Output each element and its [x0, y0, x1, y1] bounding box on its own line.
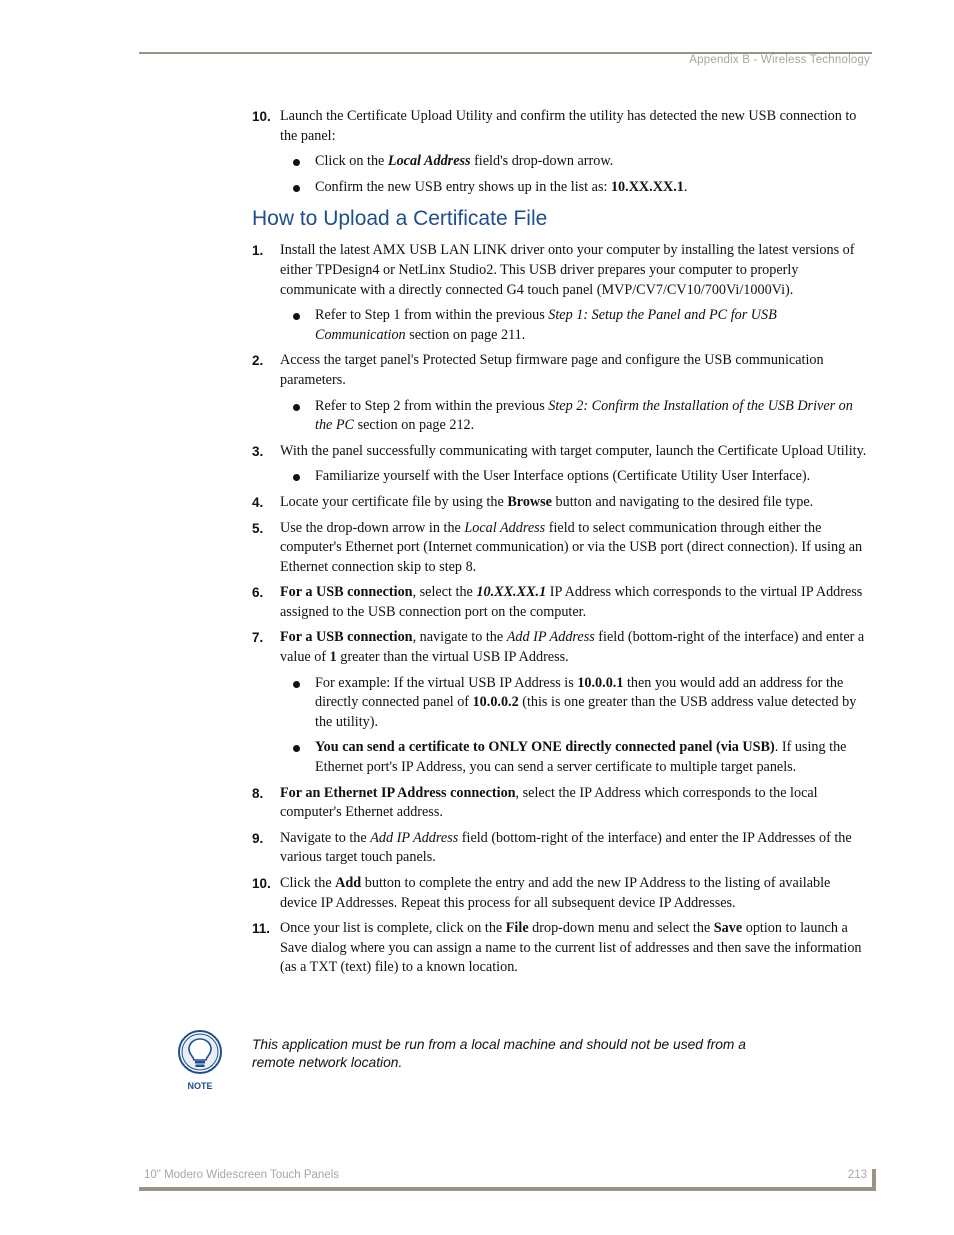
- bullet-item: Confirm the new USB entry shows up in the list as: 10.XX.XX.1.: [280, 178, 868, 198]
- bullet-dot: [293, 185, 300, 192]
- page-content: [252, 107, 868, 984]
- step-1: [252, 241, 868, 345]
- section-title: How to Upload a Certificate File: [252, 207, 548, 231]
- step-text: Launch the Certificate Upload Utility and confirm the utility has detected the new USB connection to the panel:: [280, 108, 857, 144]
- step-number: 2.: [252, 353, 264, 369]
- bullet-item: Refer to Step 2 from within the previous Step 2: Confirm the Installation of the USB Driver on the PC section on page 212.: [280, 397, 868, 436]
- step-number: 6.: [252, 585, 264, 601]
- bullet-item: Refer to Step 1 from within the previous Step 1: Setup the Panel and PC for USB Communication section on page 211.: [280, 306, 868, 345]
- bullet-list: [280, 152, 868, 197]
- step-text: Install the latest AMX USB LAN LINK driver onto your computer by installing the latest versions of either TPDesign4 or NetLinx Studio2. This USB driver prepares your computer to properly communicate with a directly connected G4 touch panel (MVP/CV7/CV10/700Vi/1000Vi).: [280, 242, 855, 298]
- intro-step: [252, 107, 868, 197]
- step-11: 11. Once your list is complete, click on the File drop-down menu and select the Save option to launch a Save dialog where you can assign a name to the current list of addresses and then save the information (as a TXT (text) file) to a known location.: [252, 920, 862, 976]
- lightbulb-note-icon: [176, 1030, 224, 1092]
- step-number: 5.: [252, 520, 264, 536]
- step-number: 7.: [252, 630, 264, 646]
- cross-reference[interactable]: Step 1: Setup the Panel and PC for USB Communication: [315, 307, 777, 343]
- bullet-list: [280, 306, 868, 345]
- step-number: 4.: [252, 494, 264, 510]
- step-5: 5. Use the drop-down arrow in the Local Address field to select communication through either the computer's Ethernet port (Internet communication) or via the USB port (direct connection). If using an Ethernet connection skip to step 8.: [252, 519, 863, 575]
- bullet-item: You can send a certificate to ONLY ONE directly connected panel (via USB). If using the Ethernet port's IP Address, you can send a server certificate to multiple target panels.: [280, 738, 868, 777]
- step-3: [252, 442, 868, 487]
- bullet-dot: [293, 159, 300, 166]
- step-6: 6. For a USB connection, select the 10.XX.XX.1 IP Address which corresponds to the virtual IP Address assigned to the USB connection port on the computer.: [252, 584, 863, 620]
- bullet-list: [280, 674, 868, 778]
- step-9: 9. Navigate to the Add IP Address field (bottom-right of the interface) and enter the IP Addresses of the various target touch panels.: [252, 829, 852, 866]
- bullet-dot: [293, 313, 300, 320]
- step-number: 9.: [252, 830, 264, 846]
- note-callout: [176, 1030, 776, 1094]
- bullet-item: Click on the Local Address field's drop-down arrow.: [280, 152, 868, 172]
- step-number: 8.: [252, 785, 264, 801]
- page-number: 213: [847, 1169, 867, 1181]
- step-2: [252, 351, 868, 435]
- step-number: 11.: [252, 921, 271, 937]
- step-text: Access the target panel's Protected Setup firmware page and configure the USB communication parameters.: [280, 352, 824, 388]
- bullet-dot: [293, 404, 300, 411]
- bullet-dot: [293, 745, 300, 752]
- footer-title: 10" Modero Widescreen Touch Panels: [144, 1169, 340, 1181]
- bullet-dot: [293, 681, 300, 688]
- bullet-list: [280, 397, 868, 436]
- step-number: 3.: [252, 443, 264, 459]
- bullet-item: Familiarize yourself with the User Interface options (Certificate Utility User Interface).: [280, 467, 868, 487]
- step-10: 10. Click the Add button to complete the entry and add the new IP Address to the listing of available device IP Addresses. Repeat this process for all subsequent device IP Addresses.: [252, 875, 831, 911]
- step-8: 8. For an Ethernet IP Address connection, select the IP Address which corresponds to the local computer's Ethernet address.: [252, 784, 818, 821]
- note-icon-label: NOTE: [187, 1081, 213, 1091]
- step-number: 10.: [252, 876, 271, 891]
- step-4: 4. Locate your certificate file by using the Browse button and navigating to the desired file type.: [252, 493, 868, 513]
- bullet-list: [280, 467, 868, 487]
- running-header: Appendix B - Wireless Technology: [689, 54, 870, 66]
- bullet-dot: [293, 474, 300, 481]
- step-number: 1.: [252, 243, 264, 259]
- note-text: This application must be run from a local machine and should not be used from a remote network location.: [252, 1037, 746, 1070]
- step-number: 10.: [252, 109, 271, 124]
- step-7: 7. For a USB connection, navigate to the Add IP Address field (bottom-right of the interface) and enter a value of 1 greater than the virtual USB IP Address. For example: If the virtual USB IP Address is 10.0.0.1 then you would add an address for the directly connected panel of 10.0.0.2 (this is one greater than the USB address value detected by the utility). You can send a certificate to ONLY ONE directly connected panel (via USB). If using the Ethernet port's IP Address, you can send a server certificate to multiple target panels.: [252, 628, 868, 777]
- cross-reference[interactable]: Step 2: Confirm the Installation of the USB Driver on the PC: [315, 397, 853, 434]
- bullet-item: For example: If the virtual USB IP Address is 10.0.0.1 then you would add an address for the directly connected panel of 10.0.0.2 (this is one greater than the USB address value detected by the utility).: [280, 674, 868, 733]
- step-text: With the panel successfully communicating with target computer, launch the Certificate Upload Utility.: [280, 442, 867, 459]
- footer-rule: [139, 1187, 876, 1191]
